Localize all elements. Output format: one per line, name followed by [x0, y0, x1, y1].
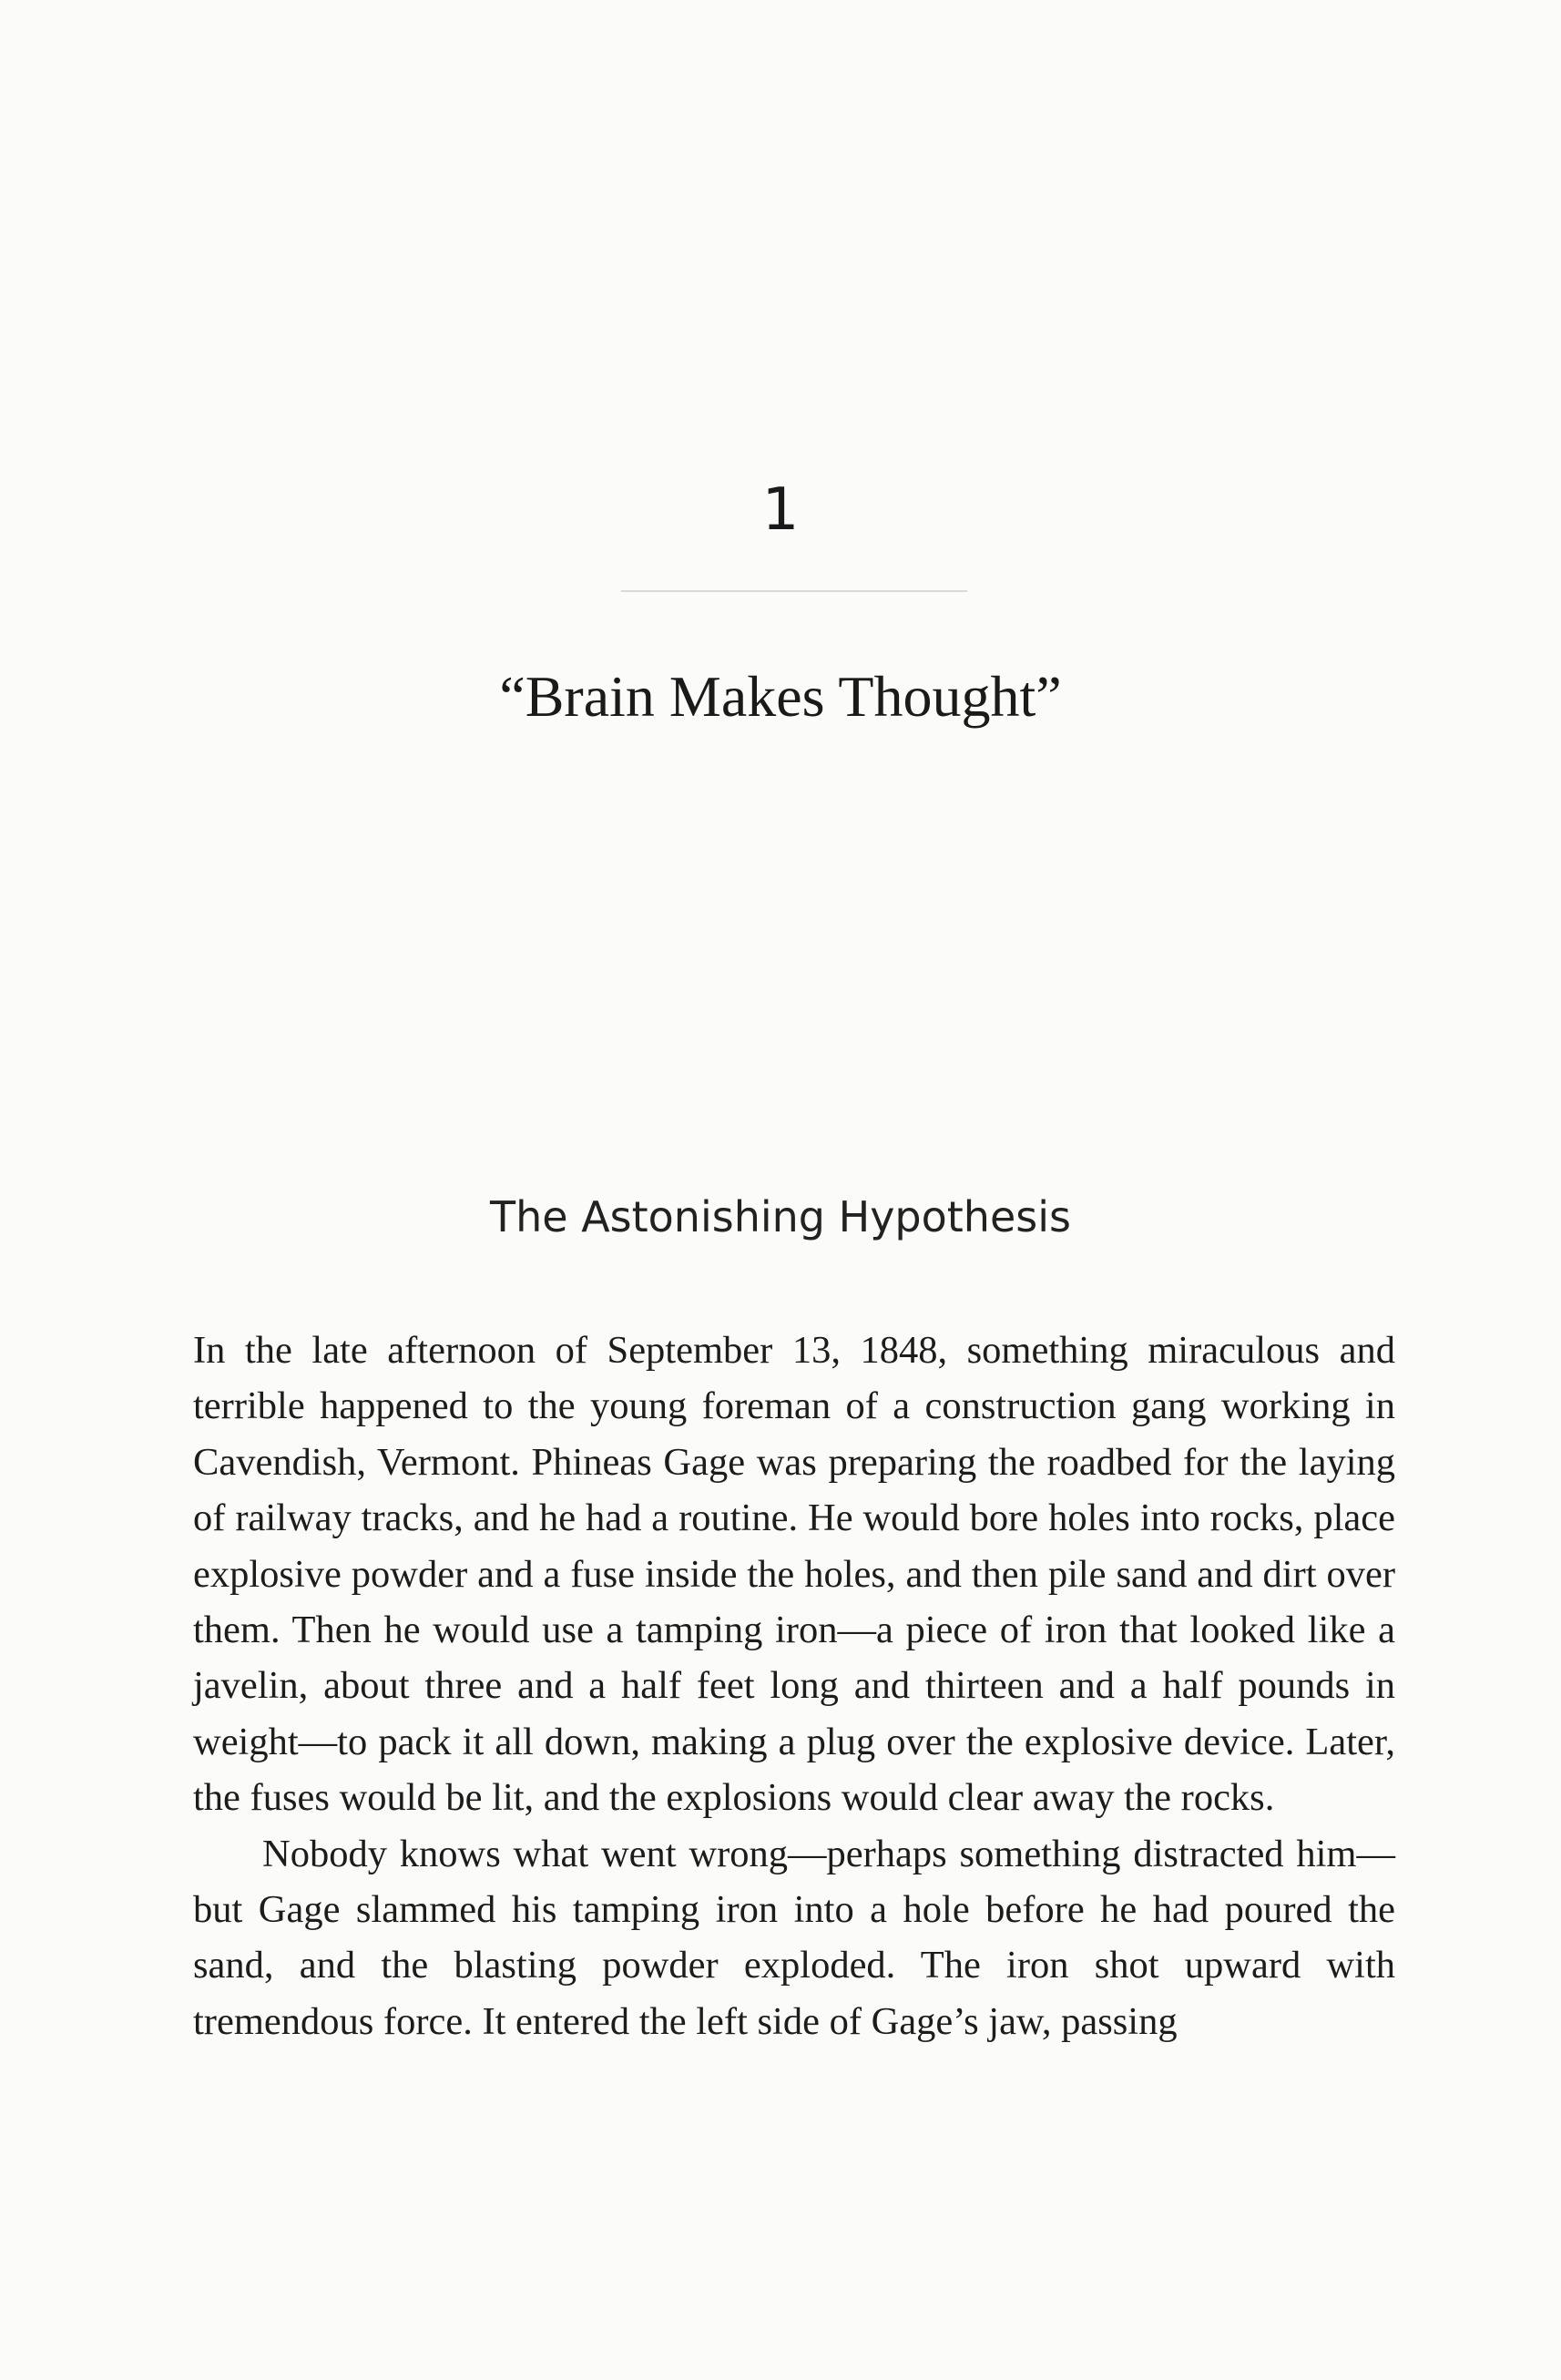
paragraph-1: In the late afternoon of September 13, 1848, something miraculous and terrible happened to the young foreman of a construction gang working in Cavendish, Vermont. Phineas Gage was preparing the roadbed for the laying of railway tracks, and he had a routine. He would bore holes into rocks, place explosive powder and a fuse inside the holes, and then pile sand and dirt over them. Then he would use a tamping iron—a piece of iron that looked like a javelin, about three and a half feet long and thirteen and a half pounds in weight—to pack it all down, making a plug over the explosive device. Later, the fuses would be lit, and the explosions would clear away the rocks. [193, 1329, 1395, 1820]
body-text [193, 1323, 1395, 2049]
chapter-number: 1 [761, 476, 800, 544]
chapter-divider [621, 590, 967, 592]
chapter-title: “Brain Makes Thought” [499, 664, 1062, 729]
section-heading: The Astonishing Hypothesis [490, 1192, 1071, 1241]
paragraph-2: Nobody knows what went wrong—perhaps something distracted him—but Gage slammed his tamping iron into a hole before he had poured the sand, and the blasting powder exploded. The iron shot upward with tremendous force. It entered the left side of Gage’s jaw, passing [193, 1832, 1395, 2043]
